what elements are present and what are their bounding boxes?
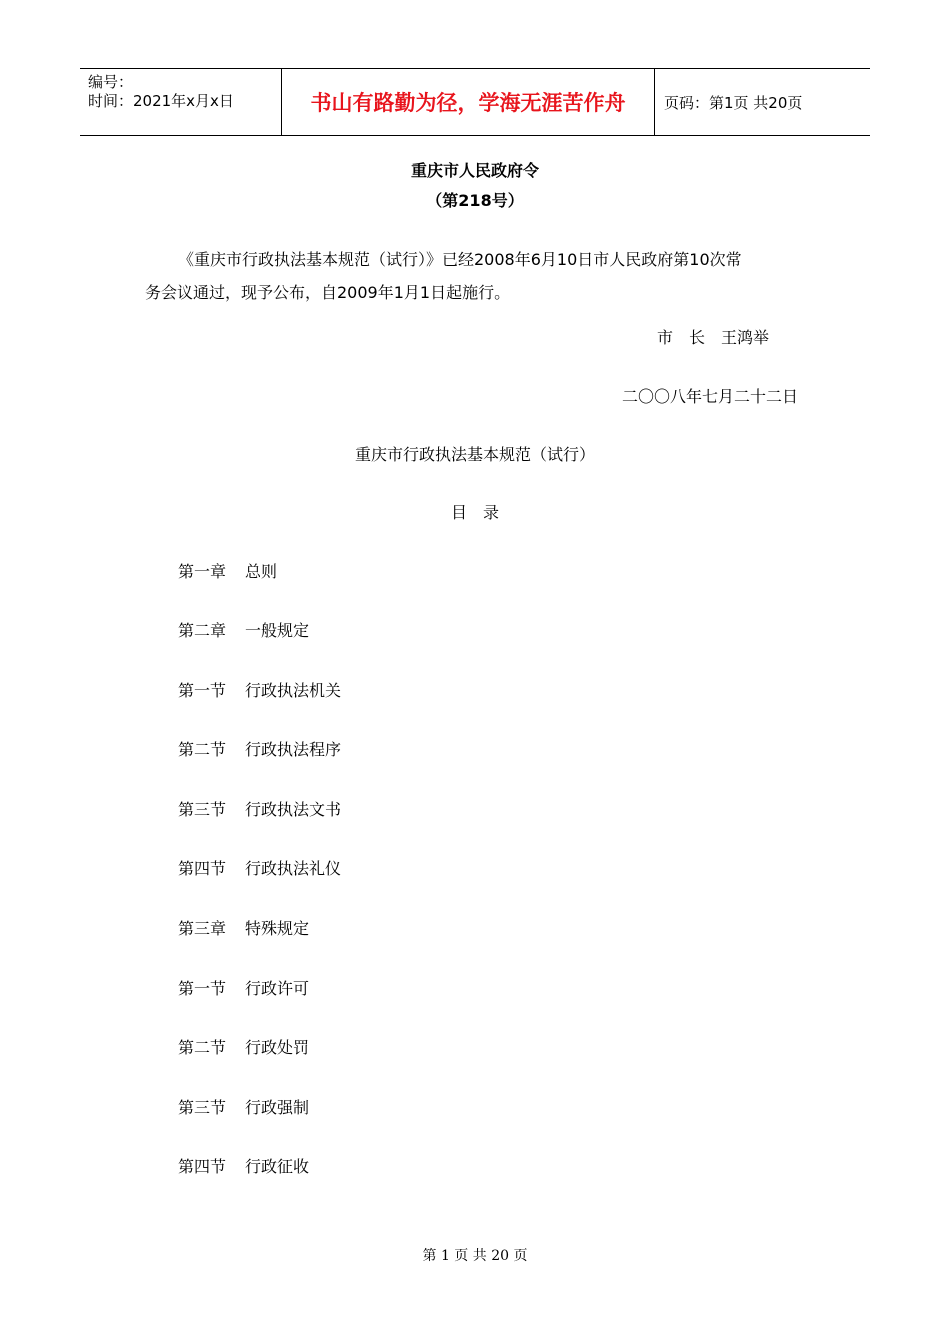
toc-item-label: 第一节 (178, 681, 227, 700)
toc-item-text: 行政执法礼仪 (245, 859, 342, 878)
toc-item-label: 第三节 (178, 1098, 227, 1117)
toc-item (178, 1097, 309, 1119)
toc-item-text: 行政执法机关 (245, 681, 342, 700)
decree-title: 重庆市人民政府令 (410, 161, 539, 180)
toc-item-label: 第二章 (178, 621, 227, 640)
header-number-label: 编号： (88, 73, 134, 91)
toc-item (178, 680, 341, 702)
toc-item-label: 第二节 (178, 740, 227, 759)
toc-heading: 目 录 (450, 503, 499, 522)
toc-item-label: 第三节 (178, 800, 227, 819)
toc-item (178, 1156, 309, 1178)
document-title: 重庆市行政执法基本规范（试行） (354, 445, 595, 464)
toc-item (178, 858, 341, 880)
toc-item-text: 总则 (245, 562, 278, 581)
toc-item-text: 行政处罚 (245, 1038, 310, 1057)
decree-body-line-2: 务会议通过，现予公布，自2009年1月1日起施行。 (145, 283, 511, 302)
decree-signer: 市 长 王鸿举 (657, 328, 770, 347)
page-footer: 第 1 页 共 20 页 (422, 1248, 528, 1264)
toc-item-text: 特殊规定 (245, 919, 310, 938)
decree-number: （第218号） (426, 191, 524, 210)
toc-item-text: 行政许可 (245, 979, 310, 998)
toc-item-text: 行政强制 (245, 1098, 310, 1117)
toc-item (178, 561, 277, 583)
header-page-info: 页码：第1页 共20页 (664, 94, 803, 112)
header-motto: 书山有路勤为径，学海无涯苦作舟 (310, 91, 626, 115)
toc-item (178, 739, 341, 761)
header-meta (88, 73, 234, 111)
decree-body-line-1: 《重庆市行政执法基本规范（试行）》已经2008年6月10日市人民政府第10次常 (178, 250, 742, 269)
header-divider-right (654, 69, 655, 136)
toc-item (178, 799, 341, 821)
decree-date: 二〇〇八年七月二十二日 (622, 387, 799, 406)
toc-item (178, 1037, 309, 1059)
toc-item-label: 第一章 (178, 562, 227, 581)
toc-item-text: 行政执法文书 (245, 800, 342, 819)
toc-item (178, 620, 309, 642)
toc-item (178, 918, 309, 940)
toc-item-text: 行政执法程序 (245, 740, 342, 759)
toc-item-label: 第四节 (178, 1157, 227, 1176)
toc-item-text: 一般规定 (245, 621, 310, 640)
toc-item-label: 第四节 (178, 859, 227, 878)
header-time-label: 时间：2021年x月x日 (88, 92, 234, 110)
toc-item-label: 第三章 (178, 919, 227, 938)
page-header (80, 68, 870, 136)
toc-item (178, 978, 309, 1000)
toc-item-label: 第二节 (178, 1038, 227, 1057)
toc-item-label: 第一节 (178, 979, 227, 998)
toc-item-text: 行政征收 (245, 1157, 310, 1176)
